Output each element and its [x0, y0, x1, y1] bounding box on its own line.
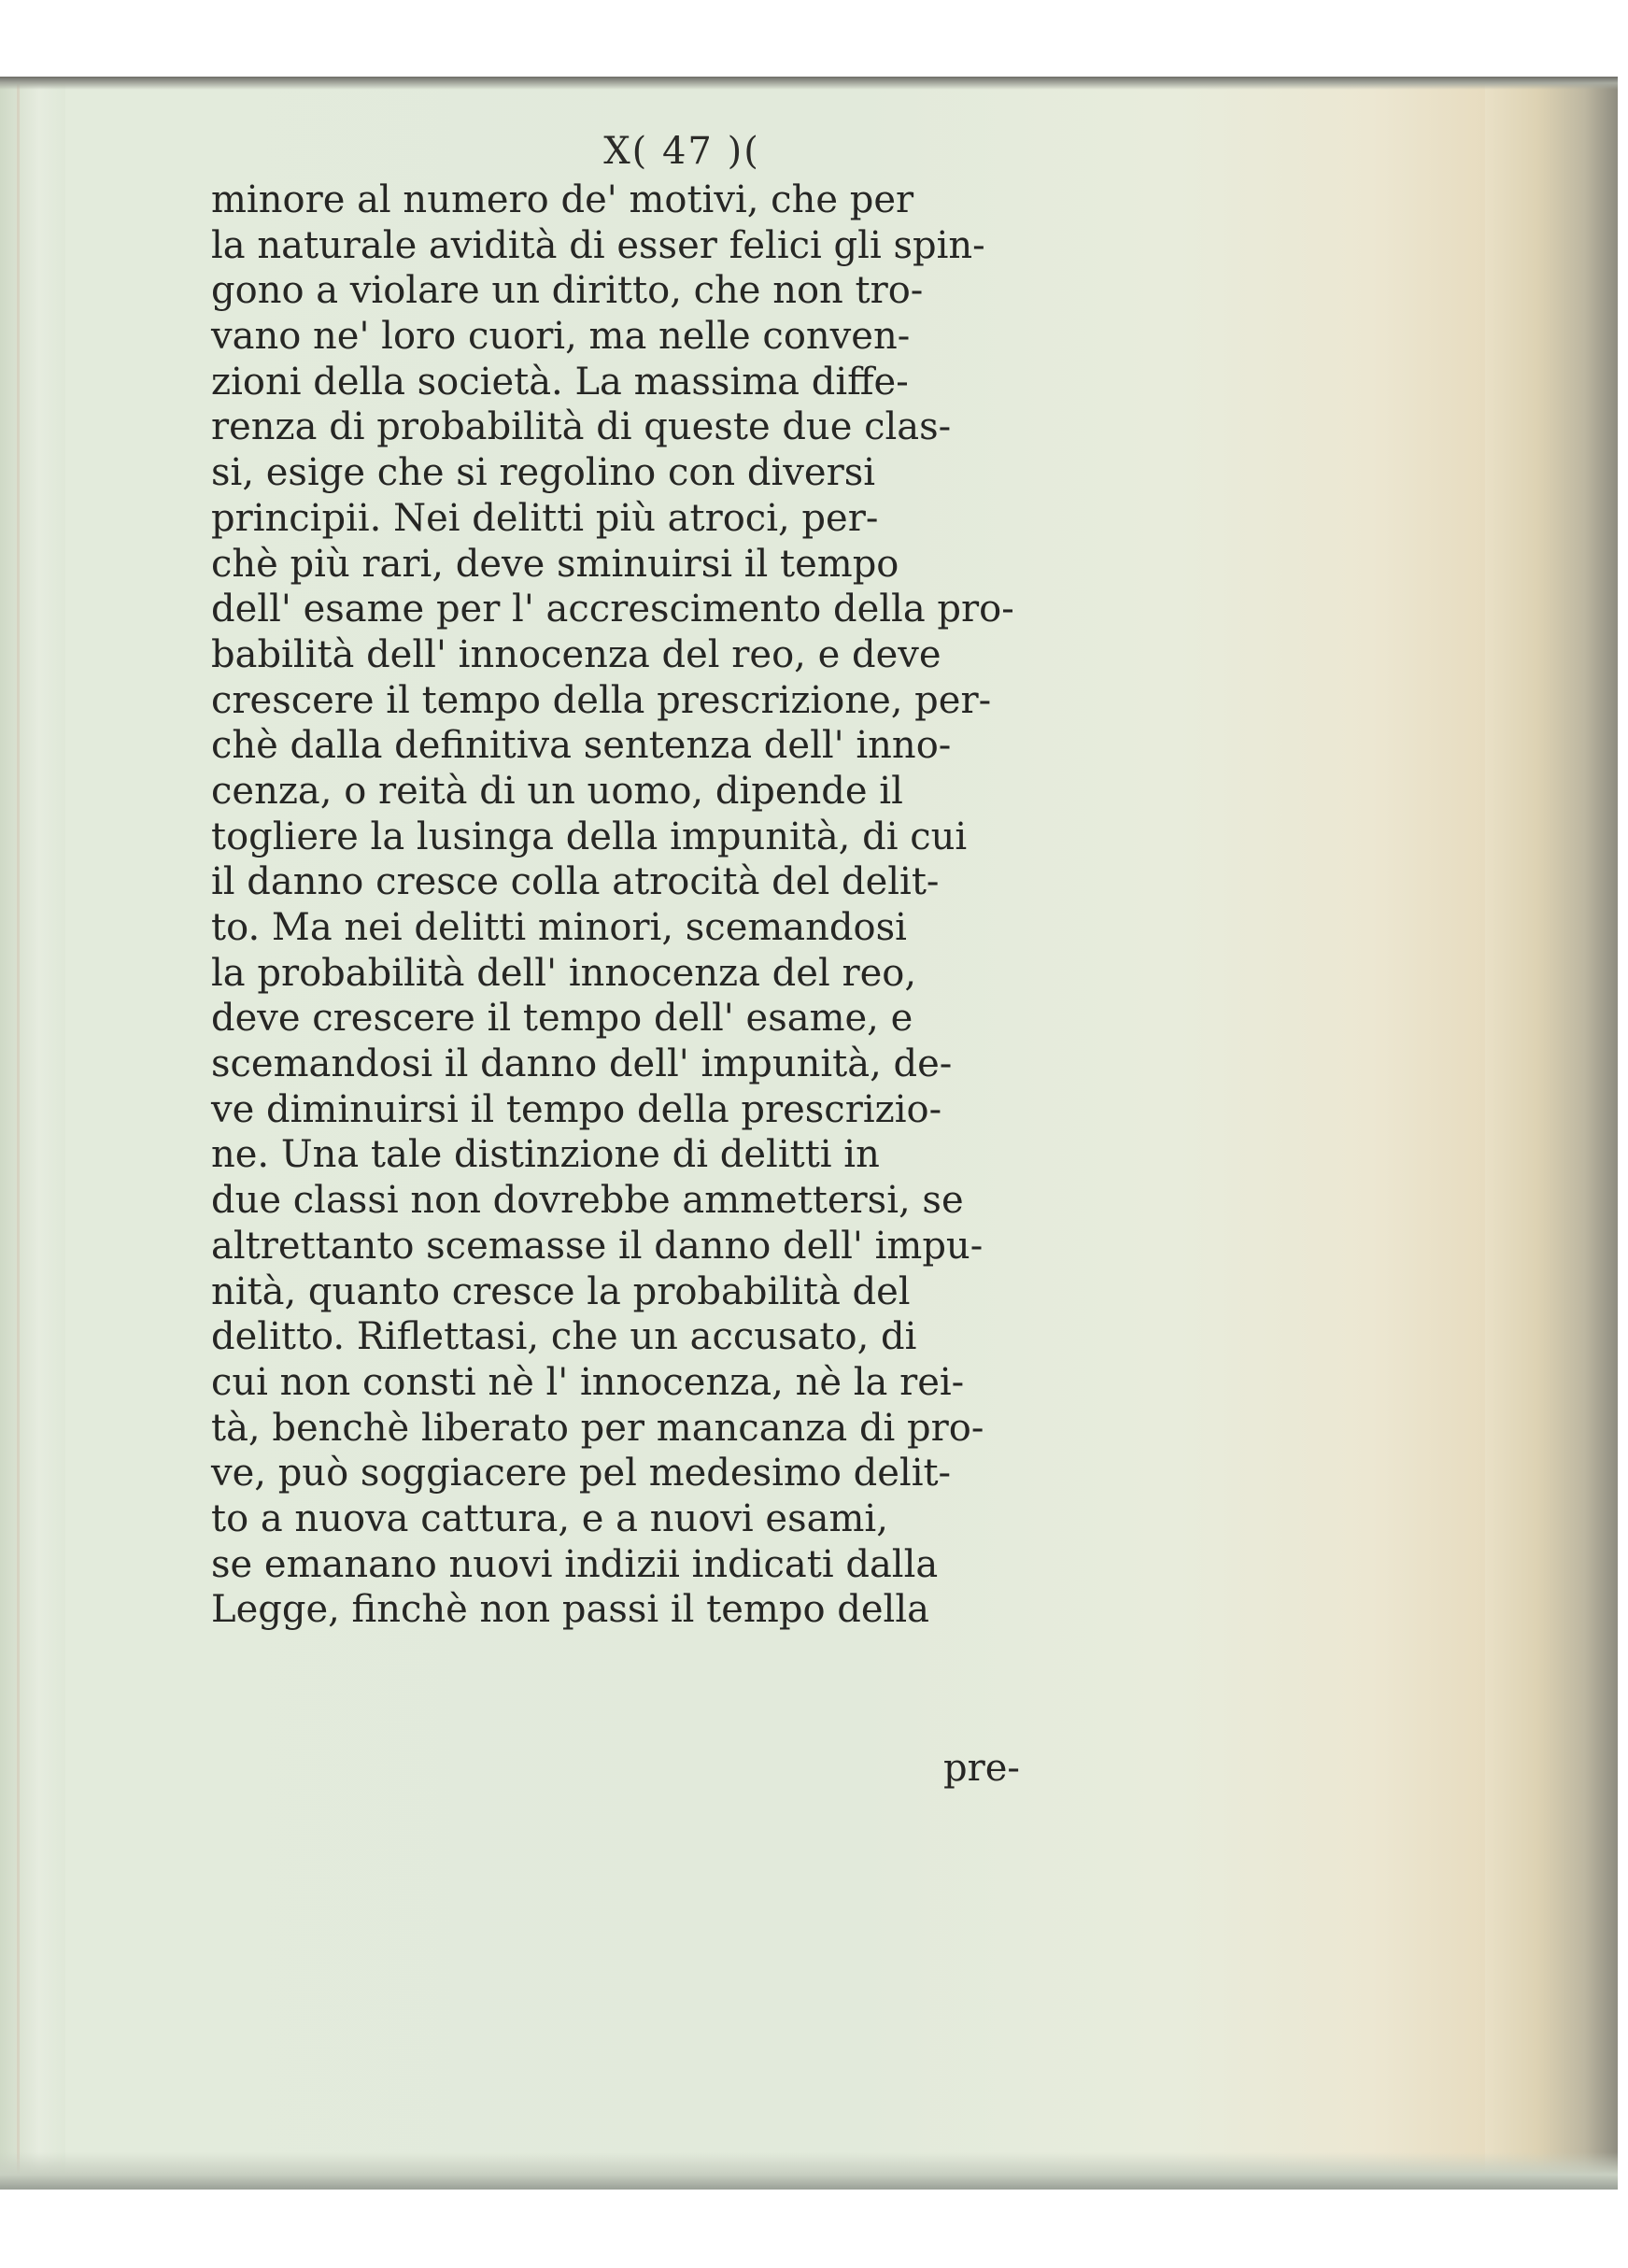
book-gutter: [0, 77, 66, 2190]
top-shadow: [0, 77, 1618, 90]
text-line: gono a violare un diritto, che non tro-: [211, 269, 924, 313]
bottom-edge: [0, 2152, 1618, 2190]
text-line: vano ne' loro cuori, ma nelle conven-: [211, 315, 911, 359]
page-number-header: X( 47 )(: [603, 130, 760, 173]
text-line: Legge, finchè non passi il tempo della: [211, 1588, 929, 1632]
text-line: chè dalla definitiva sentenza dell' inno-: [211, 724, 952, 768]
text-line: due classi non dovrebbe ammettersi, se: [211, 1179, 964, 1223]
text-line: la naturale avidità di esser felici gli spin-: [211, 223, 985, 267]
text-line: la probabilità dell' innocenza del reo,: [211, 951, 917, 995]
body-text: [211, 177, 1097, 1633]
catchword: pre-: [943, 1747, 1020, 1790]
text-line: crescere il tempo della prescrizione, per-: [211, 678, 992, 722]
text-line: tà, benchè liberato per mancanza di pro-: [211, 1406, 984, 1450]
text-line: il danno cresce colla atrocità del delit-: [211, 860, 940, 904]
text-line: chè più rari, deve sminuirsi il tempo: [211, 542, 899, 586]
text-line: dell' esame per l' accrescimento della pro-: [211, 588, 1014, 631]
text-line: se emanano nuovi indizii indicati dalla: [211, 1542, 939, 1586]
text-line: delitto. Riflettasi, che un accusato, di: [211, 1315, 917, 1359]
text-line: to. Ma nei delitti minori, scemandosi: [211, 906, 907, 949]
text-line: si, esige che si regolino con diversi: [211, 451, 876, 495]
text-line: cui non consti nè l' innocenza, nè la rei-: [211, 1360, 965, 1404]
text-line: scemandosi il danno dell' impunità, de-: [211, 1042, 953, 1086]
page-edge: [1485, 77, 1618, 2190]
text-line: ne. Una tale distinzione di delitti in: [211, 1133, 880, 1177]
text-line: renza di probabilità di queste due clas-: [211, 405, 952, 449]
text-line: cenza, o reità di un uomo, dipende il: [211, 769, 903, 813]
text-line: togliere la lusinga della impunità, di cui: [211, 815, 968, 858]
text-line: zioni della società. La massima diffe-: [211, 360, 909, 404]
text-line: babilità dell' innocenza del reo, e deve: [211, 632, 941, 676]
text-line: deve crescere il tempo dell' esame, e: [211, 997, 913, 1041]
text-line: nità, quanto cresce la probabilità del: [211, 1269, 911, 1313]
text-line: ve diminuirsi il tempo della prescrizio-: [211, 1087, 942, 1131]
text-line: principii. Nei delitti più atroci, per-: [211, 496, 879, 540]
text-line: to a nuova cattura, e a nuovi esami,: [211, 1496, 888, 1540]
text-line: ve, può soggiacere pel medesimo delit-: [211, 1452, 952, 1495]
text-line: altrettanto scemasse il danno dell' impu-: [211, 1224, 984, 1268]
text-line: minore al numero de' motivi, che per: [211, 178, 914, 221]
